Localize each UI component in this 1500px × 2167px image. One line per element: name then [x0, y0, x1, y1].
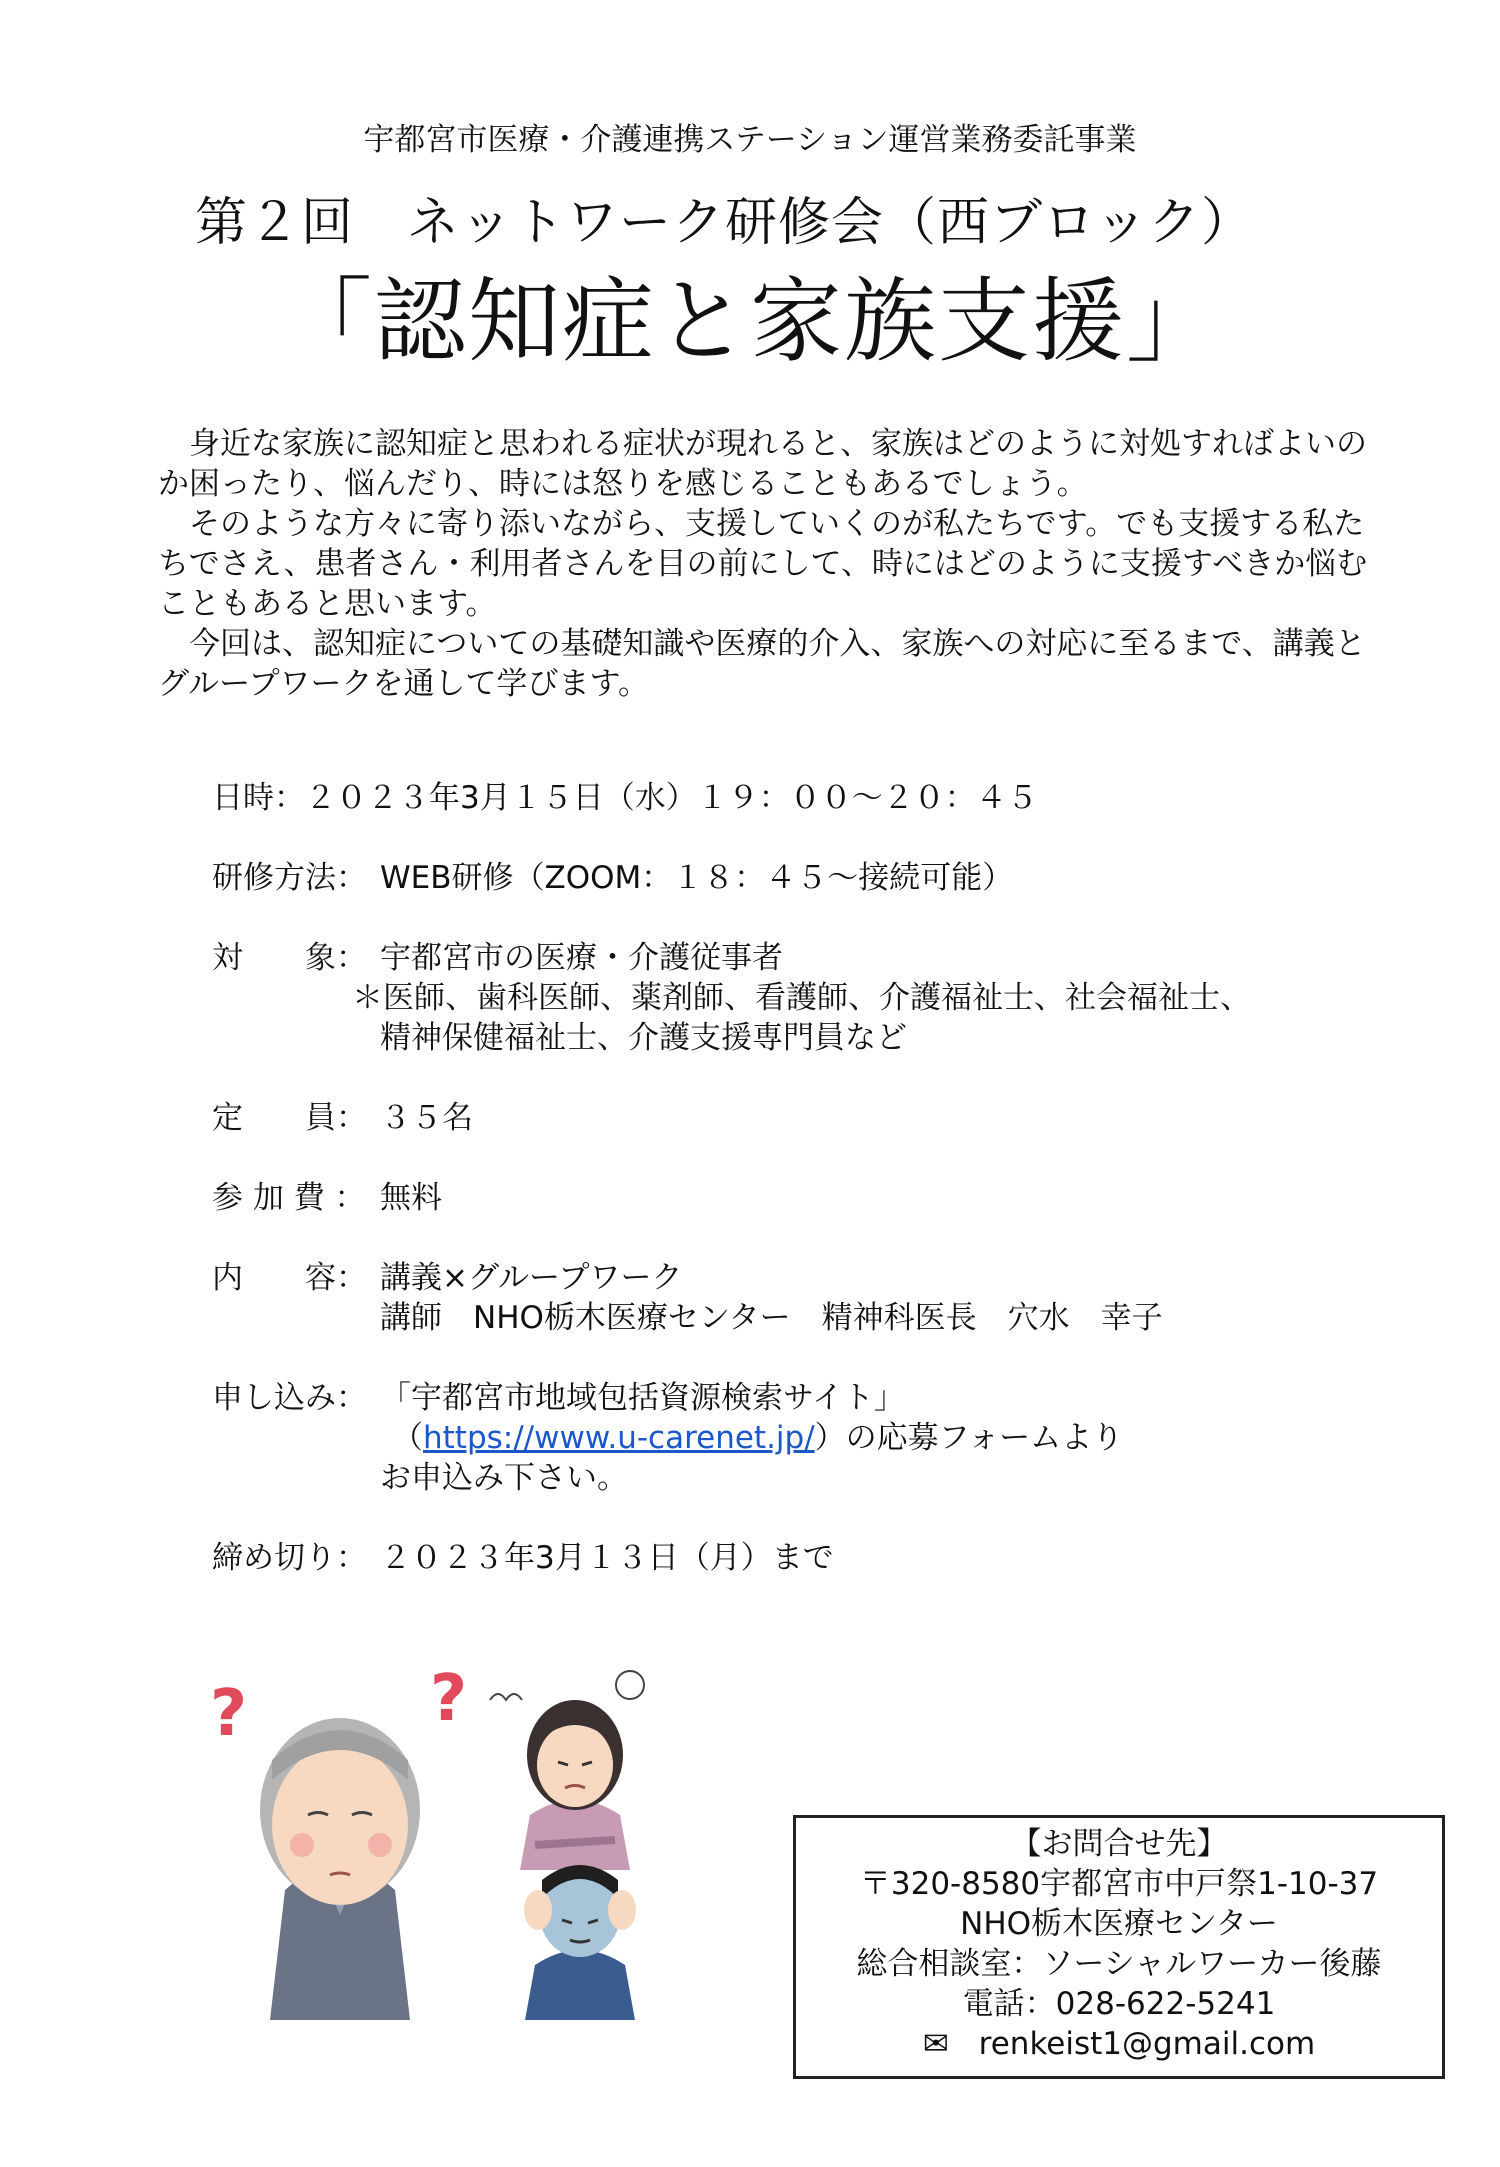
method-value: WEB研修（ZOOM：１８：４５～接続可能）	[380, 860, 1014, 896]
organizer-line: 宇都宮市医療・介護連携ステーション運営業務委託事業	[363, 122, 1137, 158]
intro-paragraph-2: そのような方々に寄り添いながら、支援していくのが私たちです。でも支援する私たちでさえ、患者さん・利用者さんを目の前にして、時にはどのように支援すべきか悩むこともあると思います。	[158, 506, 1368, 622]
target-label: 対 象：	[212, 940, 367, 976]
method-label: 研修方法：	[212, 860, 367, 896]
fee-label: 参 加 費 ：	[212, 1180, 366, 1216]
apply-url-suffix: ）の応募フォームより	[814, 1420, 1124, 1456]
contact-department: 総合相談室：ソーシャルワーカー後藤	[856, 1946, 1382, 1982]
event-title: 第２回 ネットワーク研修会（西ブロック）	[195, 193, 1254, 253]
datetime-value: ２０２３年3月１５日（水）１９：００～２０：４５	[305, 780, 1038, 816]
apply-url-link[interactable]: https://www.u-carenet.jp/	[423, 1420, 815, 1456]
apply-paren-open: （	[392, 1420, 423, 1456]
apply-instruction: お申込み下さい。	[380, 1460, 628, 1496]
method-row	[212, 858, 1013, 898]
contact-organization: NHO栃木医療センター	[960, 1906, 1278, 1942]
contact-phone: 電話：028-622-5241	[962, 1986, 1276, 2022]
content-row	[212, 1258, 1163, 1338]
elderly-man-icon	[260, 1718, 420, 2020]
capacity-row	[212, 1098, 473, 1138]
apply-url-line	[392, 1418, 1123, 1458]
lecturer-line: 講師 NHO栃木医療センター 精神科医長 穴水 幸子	[380, 1300, 1163, 1336]
distressed-man-icon	[524, 1865, 636, 2020]
apply-site-name: 「宇都宮市地域包括資源検索サイト」	[380, 1380, 905, 1416]
question-mark-left-icon: ?	[210, 1677, 248, 1751]
capacity-value: ３５名	[380, 1100, 473, 1136]
event-theme: 「認知症と家族支援」	[279, 268, 1220, 375]
fee-row	[212, 1178, 442, 1218]
target-value: 宇都宮市の医療・介護従事者	[380, 940, 783, 976]
intro-paragraph-1: 身近な家族に認知症と思われる症状が現れると、家族はどのように対処すればよいのか困ったり、悩んだり、時には怒りを感じることもあるでしょう。	[158, 426, 1367, 502]
contact-email-line	[796, 2024, 1442, 2064]
content-value: 講義×グループワーク	[380, 1260, 683, 1296]
intro-text	[158, 424, 1368, 704]
deadline-label: 締め切り：	[212, 1540, 367, 1576]
datetime-row	[212, 778, 1038, 818]
apply-row	[212, 1378, 1123, 1498]
datetime-label: 日時：	[212, 780, 305, 816]
question-mark-right-icon: ?	[430, 1662, 468, 1736]
contact-email[interactable]: renkeist1@gmail.com	[978, 2026, 1316, 2062]
fee-value: 無料	[380, 1180, 442, 1216]
intro-paragraph-3: 今回は、認知症についての基礎知識や医療的介入、家族への対応に至るまで、講義とグループワークを通して学びます。	[158, 626, 1366, 702]
target-note-2: 精神保健福祉士、介護支援専門員など	[380, 1020, 907, 1056]
deadline-row	[212, 1538, 834, 1578]
contact-address: 〒320-8580宇都宮市中戸祭1-10-37	[859, 1866, 1379, 1902]
content-label: 内 容：	[212, 1260, 367, 1296]
target-note-1: ＊医師、歯科医師、薬剤師、看護師、介護福祉士、社会福祉士、	[352, 980, 1251, 1016]
target-row	[212, 938, 1251, 1058]
apply-label: 申し込み：	[212, 1380, 367, 1416]
capacity-label: 定 員：	[212, 1100, 367, 1136]
mail-icon: ✉	[922, 2026, 949, 2062]
contact-heading: 【お問合せ先】	[1010, 1826, 1228, 1862]
worried-woman-icon	[490, 1671, 644, 1870]
contact-box	[793, 1815, 1445, 2079]
deadline-value: ２０２３年3月１３日（月）まで	[380, 1540, 834, 1576]
worried-people-illustration	[190, 1640, 710, 2020]
